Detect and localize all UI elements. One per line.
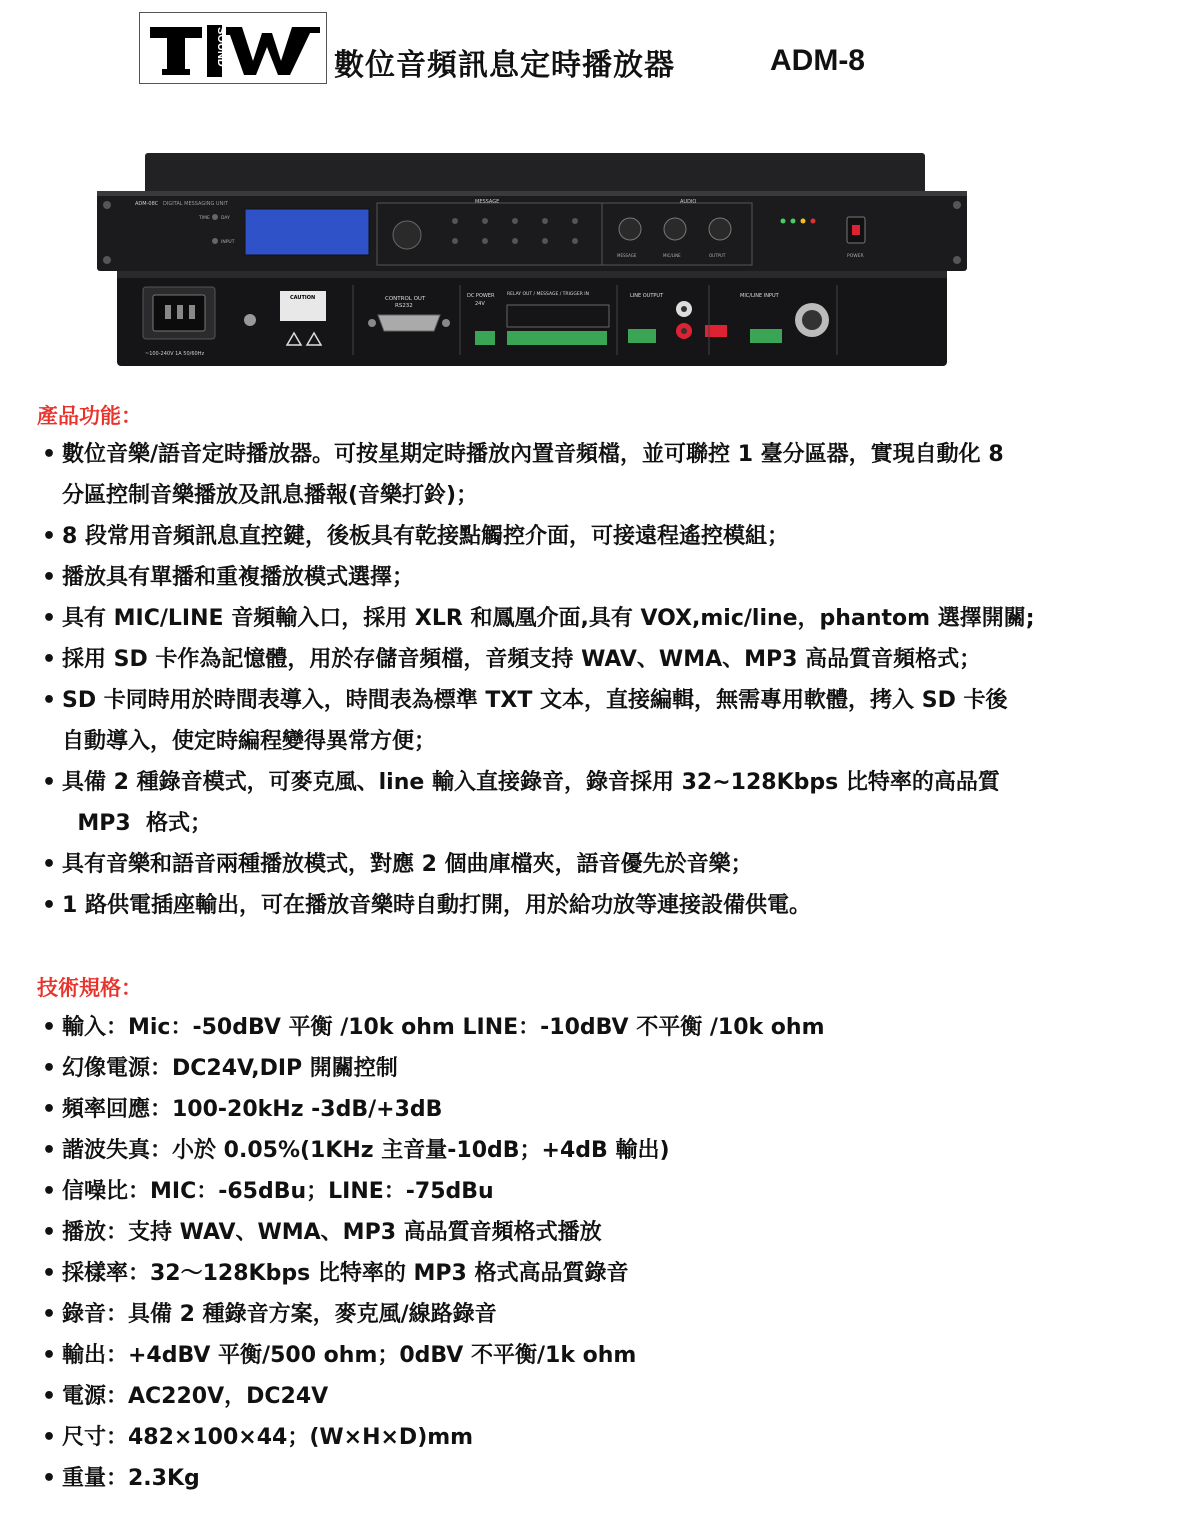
front-audio-label: AUDIO	[680, 199, 697, 205]
product-image	[95, 145, 975, 375]
front-time-label: TIME	[199, 216, 210, 221]
spec-recording: • 錄音：具備 2 種錄音方案，麥克風/線路錄音	[40, 1294, 825, 1335]
spec-weight: • 重量：2.3Kg	[40, 1458, 825, 1499]
spec-snr: • 信噪比：MIC：-65dBu；LINE：-75dBu	[40, 1171, 825, 1212]
list-item: • 具備 2 種錄音模式，可麥克風、line 輸入直接錄音，錄音採用 32~128Kbps 比特率的高品質 MP3 格式；	[40, 762, 1172, 844]
front-power-label: POWER	[847, 254, 864, 259]
spec-phantom-power: • 幻像電源：DC24V,DIP 開關控制	[40, 1048, 825, 1089]
features-list	[40, 434, 1172, 926]
front-desc-label: DIGITAL MESSAGING UNIT	[163, 201, 228, 207]
rear-caution-label: CAUTION	[290, 295, 316, 301]
list-item: • 1 路供電插座輸出，可在播放音樂時自動打開，用於給功放等連接設備供電。	[40, 885, 1172, 926]
spec-input: • 輸入：Mic：-50dBV 平衡 /10k ohm LINE：-10dBV 不平衡 /10k ohm	[40, 1007, 825, 1048]
front-day-label: DAY	[221, 216, 230, 221]
spec-power: • 電源：AC220V，DC24V	[40, 1376, 825, 1417]
lcd-screen	[245, 209, 369, 255]
list-item: • 數位音樂/語音定時播放器。可按星期定時播放內置音頻檔，並可聯控 1 臺分區器，實現自動化 8 分區控制音樂播放及訊息播報(音樂打鈴)；	[40, 434, 1172, 516]
model-number: ADM-8	[770, 44, 865, 77]
rear-relay-label: RELAY OUT / MESSAGE / TRIGGER IN	[507, 292, 589, 297]
rear-rs232-label: RS232	[395, 303, 413, 309]
logo-sound-text: SOUND	[215, 27, 227, 67]
list-item: • 具有 MIC/LINE 音頻輸入口，採用 XLR 和鳳凰介面,具有 VOX,mic/line，phantom 選擇開關;	[40, 598, 1172, 639]
front-knob-micline: MIC/LINE	[663, 253, 681, 258]
front-knob-output: OUTPUT	[709, 253, 726, 258]
brand-logo	[139, 12, 327, 84]
spec-playback: • 播放：支持 WAV、WMA、MP3 高品質音頻格式播放	[40, 1212, 825, 1253]
specs-heading: 技術規格：	[37, 976, 142, 1000]
tw-sound-logo	[140, 13, 328, 85]
rear-line-out-label: LINE OUTPUT	[630, 293, 664, 299]
rear-ac-label: ~100-240V 1A 50/60Hz	[145, 351, 205, 357]
spec-frequency-response: • 頻率回應：100-20kHz -3dB/+3dB	[40, 1089, 825, 1130]
rear-dc-label: DC POWER	[467, 293, 495, 299]
specs-list	[40, 1007, 825, 1499]
list-item: • 8 段常用音頻訊息直控鍵，後板具有乾接點觸控介面，可接遠程遙控模組；	[40, 516, 1172, 557]
spec-sample-rate: • 採樣率：32～128Kbps 比特率的 MP3 格式高品質錄音	[40, 1253, 825, 1294]
spec-output: • 輸出：+4dBV 平衡/500 ohm；0dBV 不平衡/1k ohm	[40, 1335, 825, 1376]
rear-control-label: CONTROL OUT	[385, 296, 426, 302]
features-heading: 產品功能：	[37, 404, 142, 428]
rear-dc-voltage: 24V	[475, 301, 485, 307]
front-model-label: ADM-08C	[135, 201, 159, 207]
spec-dimensions: • 尺寸：482×100×44；(W×H×D)mm	[40, 1417, 825, 1458]
spec-thd: • 諧波失真：小於 0.05%(1KHz 主音量-10dB；+4dB 輸出)	[40, 1130, 825, 1171]
list-item: • 採用 SD 卡作為記憶體，用於存儲音頻檔，音頻支持 WAV、WMA、MP3 高品質音頻格式；	[40, 639, 1172, 680]
rear-mic-in-label: MIC/LINE INPUT	[740, 293, 779, 299]
page-title: 數位音頻訊息定時播放器	[334, 48, 675, 83]
front-input-label: INPUT	[221, 240, 235, 245]
list-item: • SD 卡同時用於時間表導入，時間表為標準 TXT 文本，直接編輯，無需專用軟體，拷入 SD 卡後 自動導入，使定時編程變得異常方便；	[40, 680, 1172, 762]
list-item: • 播放具有單播和重複播放模式選擇；	[40, 557, 1172, 598]
front-knob-message: MESSAGE	[617, 253, 637, 258]
list-item: • 具有音樂和語音兩種播放模式，對應 2 個曲庫檔夾，語音優先於音樂；	[40, 844, 1172, 885]
front-message-label: MESSAGE	[475, 199, 500, 205]
